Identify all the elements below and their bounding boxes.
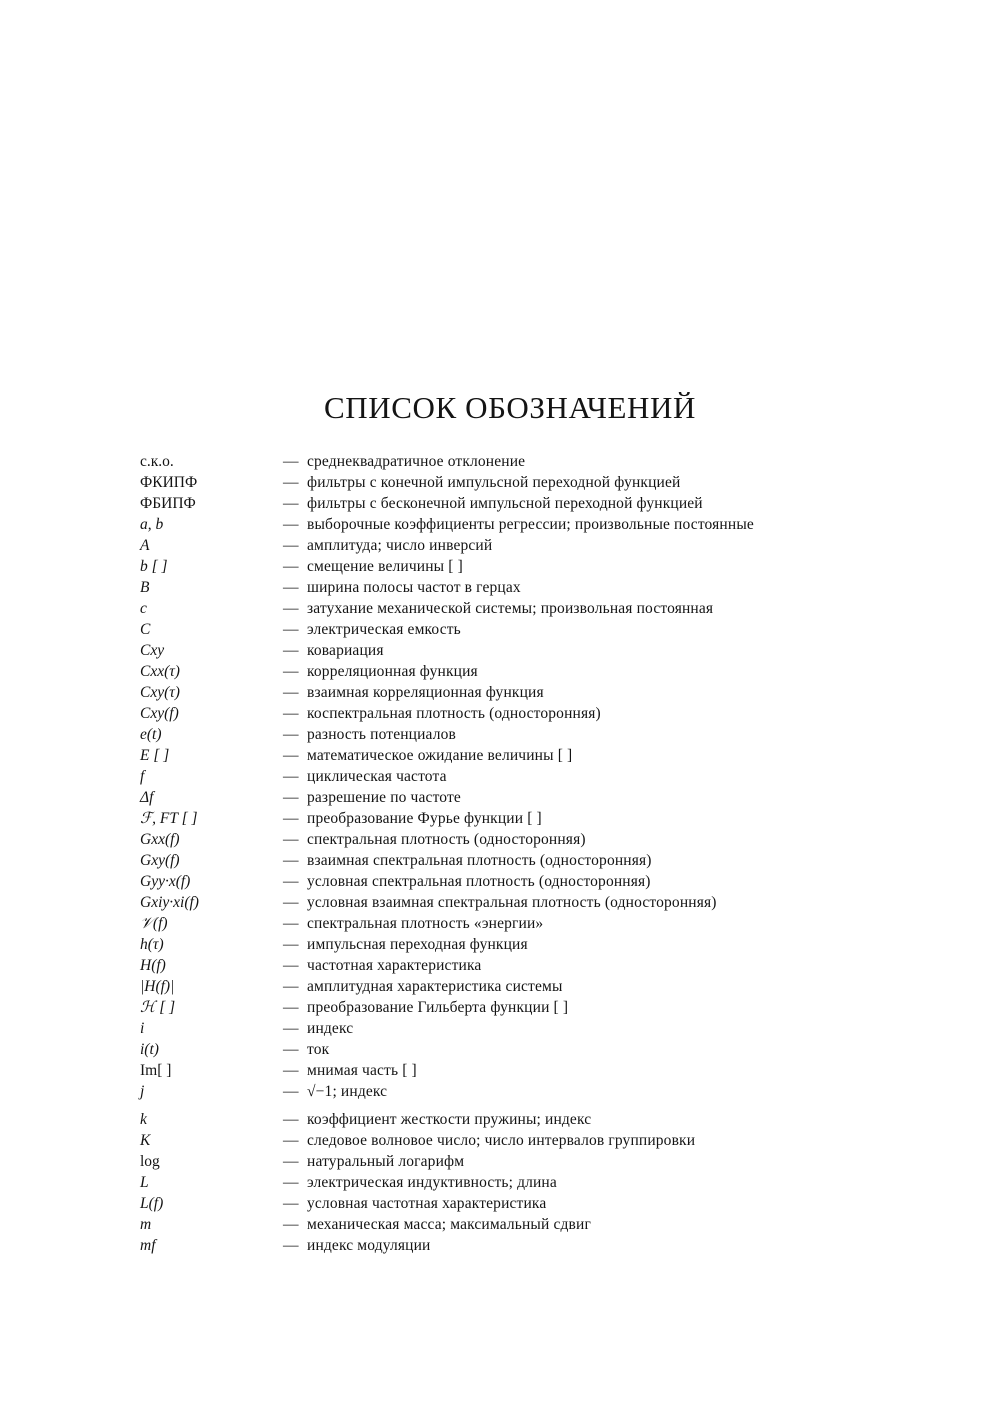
notation-symbol: K: [140, 1132, 151, 1149]
notation-symbol: mf: [140, 1237, 156, 1254]
dash: —: [283, 453, 299, 470]
dash: —: [283, 1153, 299, 1170]
notation-symbol: H(f): [140, 957, 166, 974]
dash: —: [283, 1216, 299, 1233]
notation-symbol: C: [140, 621, 151, 638]
notation-row: [140, 913, 830, 934]
notation-row: [140, 787, 830, 808]
notation-symbol: e(t): [140, 726, 162, 743]
notation-description: электрическая емкость: [307, 621, 461, 638]
notation-description: амплитуда; число инверсий: [307, 537, 493, 554]
notation-row: [140, 1039, 830, 1060]
dash: —: [283, 684, 299, 701]
notation-row: [140, 1193, 830, 1214]
notation-description: корреляционная функция: [307, 663, 478, 680]
notation-description: разность потенциалов: [307, 726, 456, 743]
notation-row: [140, 976, 830, 997]
dash: —: [283, 768, 299, 785]
dash: —: [283, 810, 299, 827]
notation-row: [140, 1018, 830, 1039]
notation-description: фильтры с конечной импульсной переходной функцией: [307, 474, 681, 491]
notation-description: условная частотная характеристика: [307, 1195, 547, 1212]
notation-row: [140, 1109, 830, 1130]
notation-description: спектральная плотность «энергии»: [307, 915, 544, 932]
notation-row: [140, 619, 830, 640]
notation-symbol: f: [140, 768, 145, 785]
notation-symbol: m: [140, 1216, 152, 1233]
notation-symbol: L: [140, 1174, 149, 1191]
notation-description: среднеквадратичное отклонение: [307, 453, 526, 470]
notation-symbol: h(τ): [140, 936, 164, 953]
dash: —: [283, 1062, 299, 1079]
notation-symbol: c: [140, 600, 147, 617]
notation-symbol: Gyy·x(f): [140, 873, 191, 890]
notation-description: спектральная плотность (односторонняя): [307, 831, 586, 848]
notation-symbol: ℋ [ ]: [140, 999, 176, 1016]
notation-symbol: 𝒱(f): [140, 915, 168, 932]
notation-symbol: B: [140, 579, 150, 596]
dash: —: [283, 936, 299, 953]
dash: —: [283, 558, 299, 575]
notation-row: [140, 1060, 830, 1081]
dash: —: [283, 621, 299, 638]
notation-row: [140, 1214, 830, 1235]
notation-symbol: Cxx(τ): [140, 663, 180, 680]
notation-description: импульсная переходная функция: [307, 936, 528, 953]
notation-row: [140, 472, 830, 493]
dash: —: [283, 1041, 299, 1058]
dash: —: [283, 1195, 299, 1212]
notation-description: амплитудная характеристика системы: [307, 978, 563, 995]
dash: —: [283, 999, 299, 1016]
dash: —: [283, 579, 299, 596]
dash: —: [283, 1174, 299, 1191]
notation-description: следовое волновое число; число интервалов группировки: [307, 1132, 696, 1149]
notation-description: √−1; индекс: [307, 1083, 388, 1100]
notation-symbol: i(t): [140, 1041, 159, 1058]
notation-row: [140, 997, 830, 1018]
notation-row: [140, 745, 830, 766]
notation-symbol: log: [140, 1153, 160, 1170]
notation-row: [140, 535, 830, 556]
notation-row: [140, 808, 830, 829]
notation-symbol: b [ ]: [140, 558, 168, 575]
notation-row: [140, 850, 830, 871]
notation-row: [140, 514, 830, 535]
dash: —: [283, 474, 299, 491]
dash: —: [283, 1020, 299, 1037]
notation-symbol: ФКИПФ: [140, 474, 198, 491]
notation-description: коспектральная плотность (односторонняя): [307, 705, 601, 722]
notation-description: преобразование Фурье функции [ ]: [307, 810, 542, 827]
notation-symbol: с.к.о.: [140, 453, 174, 470]
notation-description: циклическая частота: [307, 768, 447, 785]
notation-symbol: Gxiy·xi(f): [140, 894, 199, 911]
notation-symbol: Gxy(f): [140, 852, 180, 869]
notation-row: [140, 892, 830, 913]
notation-description: разрешение по частоте: [307, 789, 461, 806]
dash: —: [283, 873, 299, 890]
dash: —: [283, 915, 299, 932]
notation-symbol: Cxy(τ): [140, 684, 180, 701]
notation-description: ширина полосы частот в герцах: [307, 579, 521, 596]
notation-symbol: E [ ]: [140, 747, 170, 764]
notation-symbol: ФБИПФ: [140, 495, 196, 512]
notation-description: математическое ожидание величины [ ]: [307, 747, 573, 764]
notation-description: условная спектральная плотность (односторонняя): [307, 873, 651, 890]
notation-symbol: L(f): [140, 1195, 164, 1212]
dash: —: [283, 1111, 299, 1128]
notation-description: взаимная спектральная плотность (односторонняя): [307, 852, 652, 869]
notation-row: [140, 829, 830, 850]
notation-row: [140, 640, 830, 661]
notation-description: коэффициент жесткости пружины; индекс: [307, 1111, 592, 1128]
notation-row: [140, 598, 830, 619]
dash: —: [283, 894, 299, 911]
notation-row: [140, 766, 830, 787]
notation-description: ковариация: [307, 642, 384, 659]
notation-symbol: |H(f)|: [140, 978, 175, 995]
dash: —: [283, 495, 299, 512]
notation-row: [140, 871, 830, 892]
notation-symbol: Im[ ]: [140, 1062, 172, 1079]
notation-description: ток: [307, 1041, 330, 1058]
notation-symbol: A: [140, 537, 150, 554]
notation-row: [140, 1151, 830, 1172]
notation-description: электрическая индуктивность; длина: [307, 1174, 557, 1191]
dash: —: [283, 852, 299, 869]
notation-description: фильтры с бесконечной импульсной переходной функцией: [307, 495, 703, 512]
notation-description: взаимная корреляционная функция: [307, 684, 544, 701]
dash: —: [283, 957, 299, 974]
notation-description: выборочные коэффициенты регрессии; произвольные постоянные: [307, 516, 754, 533]
dash: —: [283, 705, 299, 722]
notation-row: [140, 703, 830, 724]
notation-row: [140, 451, 830, 472]
dash: —: [283, 726, 299, 743]
notation-description: индекс: [307, 1020, 354, 1037]
notation-symbol: Gxx(f): [140, 831, 180, 848]
notation-description: частотная характеристика: [307, 957, 482, 974]
notation-symbol: ℱ, FT [ ]: [140, 810, 198, 827]
page-title: СПИСОК ОБОЗНАЧЕНИЙ: [324, 390, 696, 425]
notation-row: [140, 577, 830, 598]
notation-row: [140, 934, 830, 955]
notation-symbol: Δf: [140, 789, 154, 806]
notation-row: [140, 955, 830, 976]
notation-row: [140, 1172, 830, 1193]
notation-row: [140, 724, 830, 745]
notation-row: [140, 1235, 830, 1256]
notation-symbol: Cxy(f): [140, 705, 179, 722]
notation-row: [140, 556, 830, 577]
notation-description: индекс модуляции: [307, 1237, 431, 1254]
notation-row: [140, 661, 830, 682]
notation-row: [140, 1081, 830, 1102]
notation-symbol: a, b: [140, 516, 164, 533]
dash: —: [283, 789, 299, 806]
dash: —: [283, 1132, 299, 1149]
notation-description: мнимая часть [ ]: [307, 1062, 417, 1079]
notation-description: затухание механической системы; произвольная постоянная: [307, 600, 714, 617]
notation-description: условная взаимная спектральная плотность (односторонняя): [307, 894, 717, 911]
dash: —: [283, 663, 299, 680]
notation-row: [140, 493, 830, 514]
notation-symbol: k: [140, 1111, 147, 1128]
dash: —: [283, 831, 299, 848]
dash: —: [283, 537, 299, 554]
notation-description: натуральный логарифм: [307, 1153, 465, 1170]
dash: —: [283, 516, 299, 533]
notation-list: [140, 451, 830, 1256]
dash: —: [283, 978, 299, 995]
notation-symbol: Cxy: [140, 642, 165, 659]
dash: —: [283, 600, 299, 617]
notation-symbol: i: [140, 1020, 145, 1037]
notation-description: механическая масса; максимальный сдвиг: [307, 1216, 591, 1233]
notation-row: [140, 1130, 830, 1151]
dash: —: [283, 747, 299, 764]
notation-symbol: j: [140, 1083, 145, 1100]
dash: —: [283, 1083, 299, 1100]
dash: —: [283, 1237, 299, 1254]
notation-row: [140, 682, 830, 703]
notation-description: преобразование Гильберта функции [ ]: [307, 999, 569, 1016]
dash: —: [283, 642, 299, 659]
notation-description: смещение величины [ ]: [307, 558, 463, 575]
